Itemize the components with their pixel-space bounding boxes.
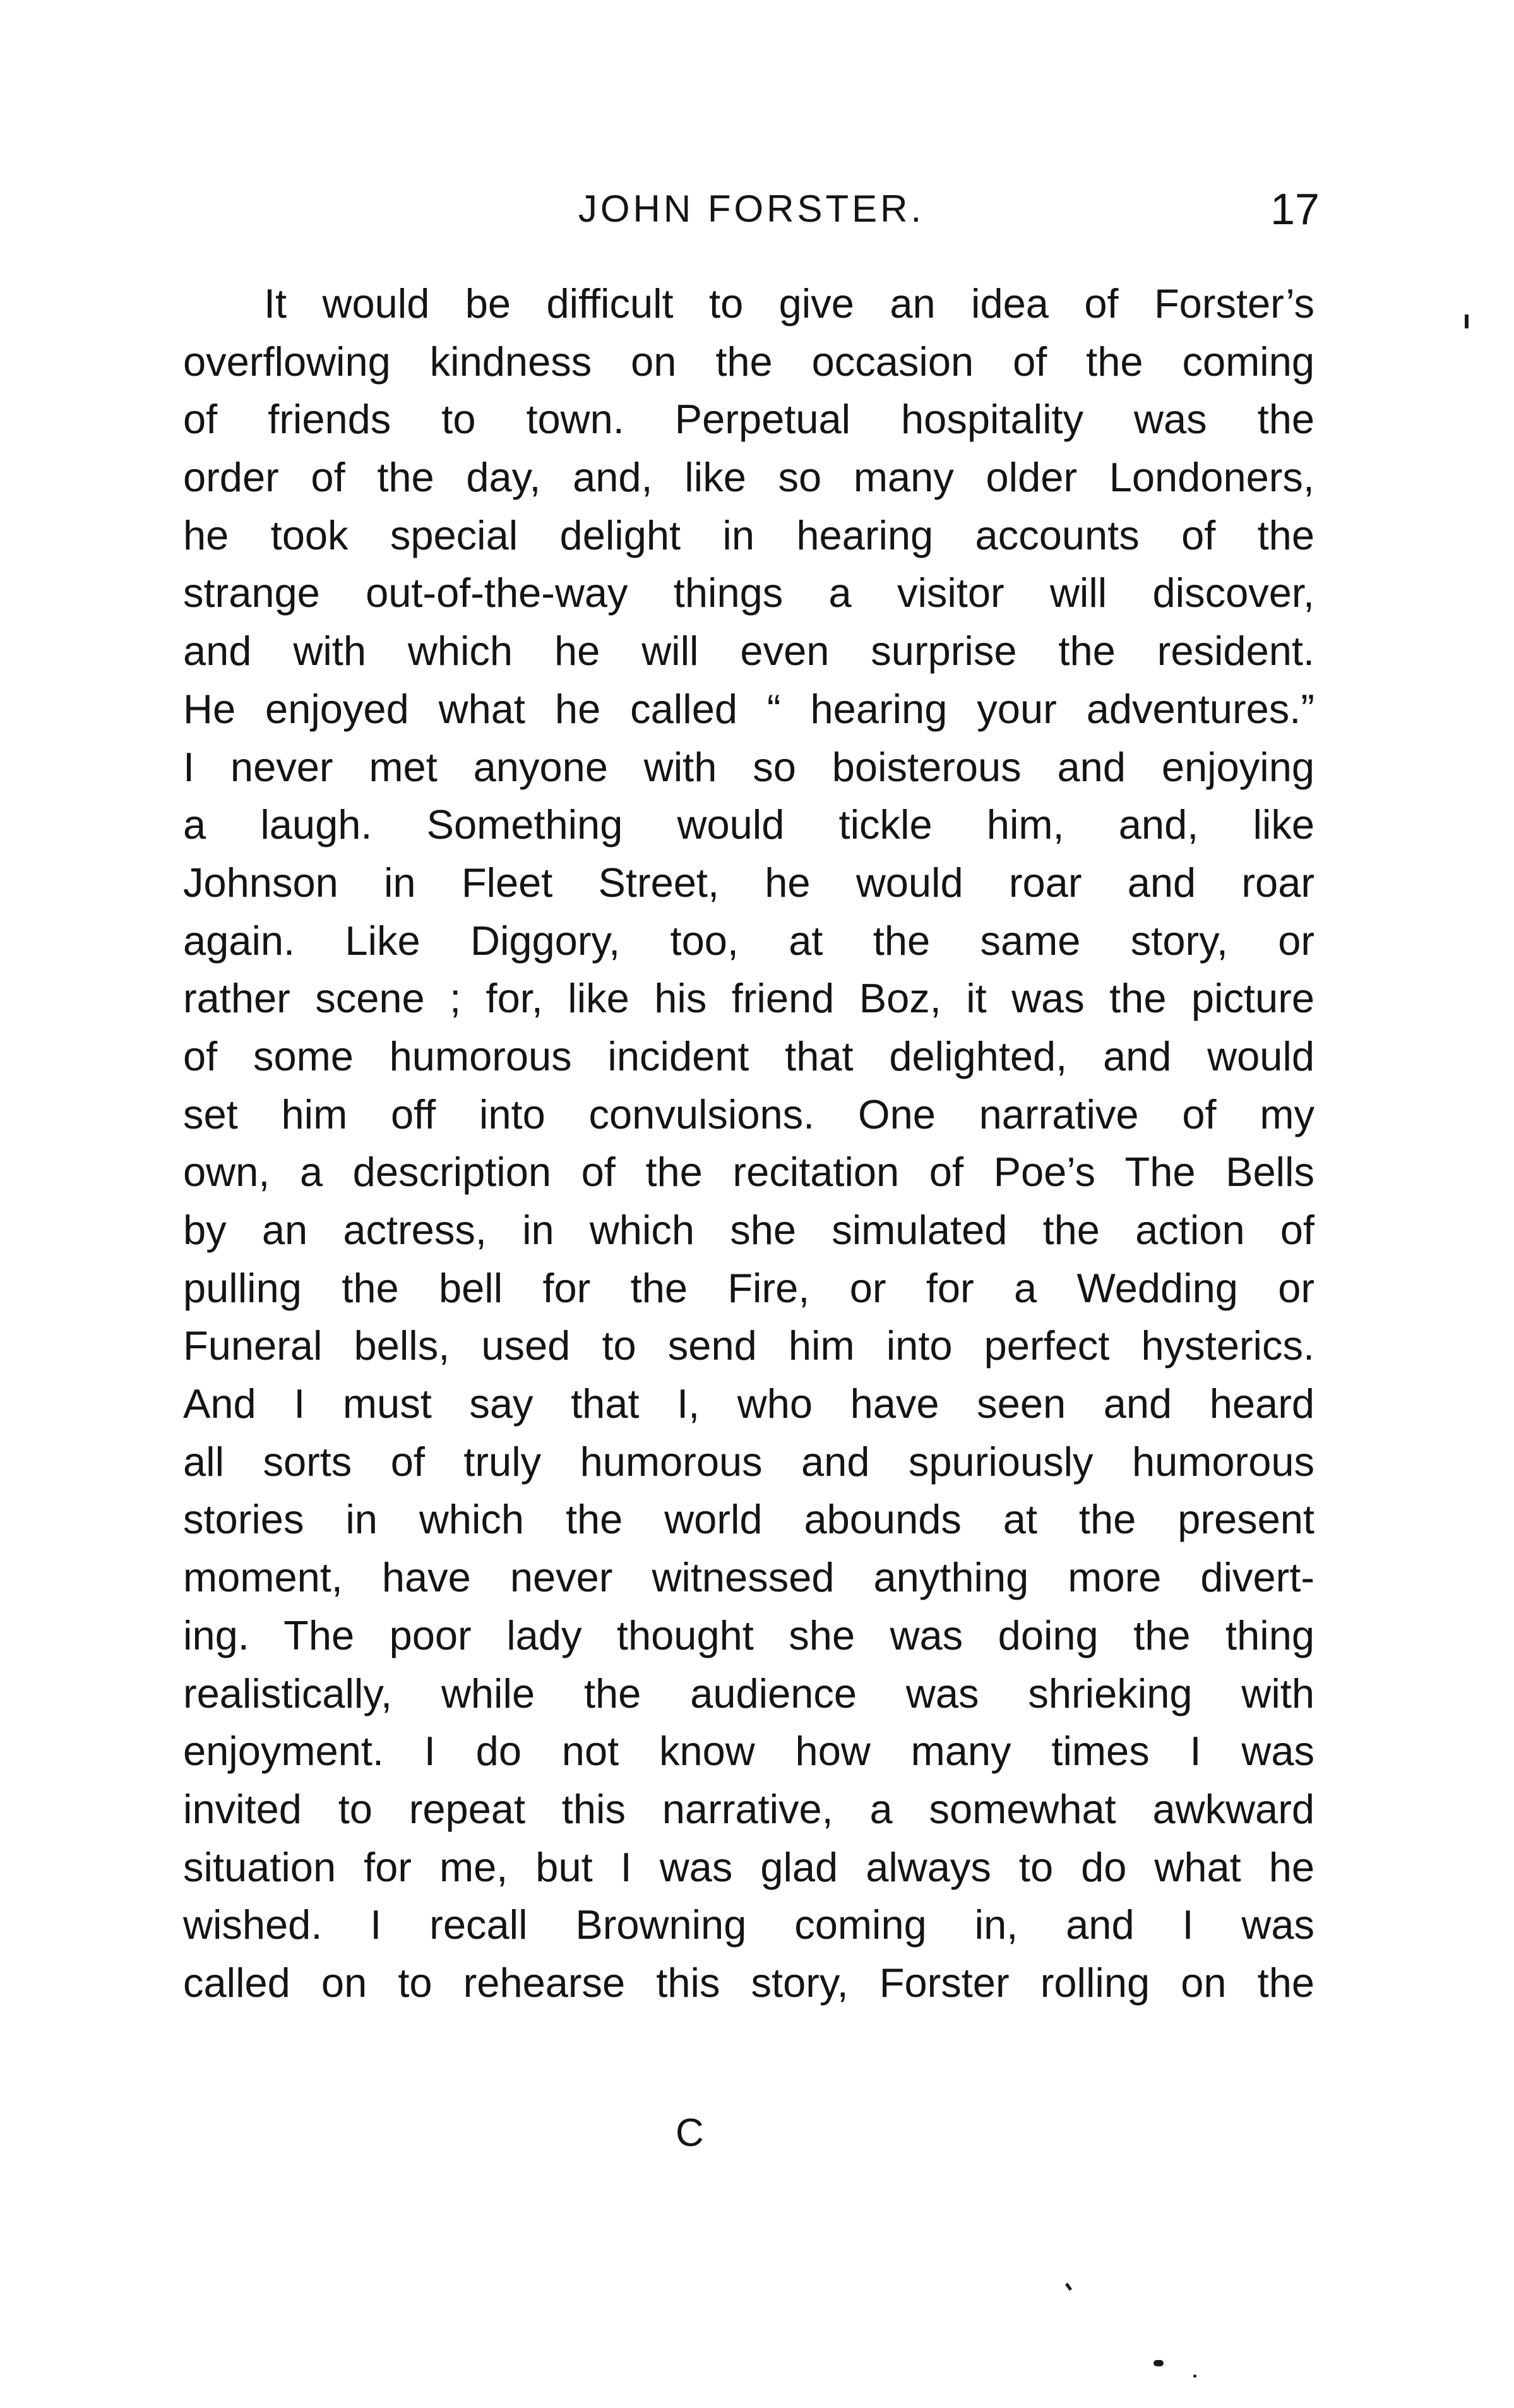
- text-line: enjoyment. I do not know how many times I was: [183, 1728, 1314, 1775]
- text-line: a laugh. Something would tickle him, and, like: [183, 801, 1314, 848]
- text-line: set him off into convulsions. One narrative of my: [183, 1091, 1314, 1137]
- text-line: situation for me, but I was glad always to do what he: [183, 1843, 1314, 1890]
- text-line: And I must say that I, who have seen and heard: [183, 1381, 1314, 1427]
- text-line: Johnson in Fleet Street, he would roar and roar: [183, 859, 1314, 906]
- body-text: [183, 275, 1314, 2012]
- text-line: I never met anyone with so boisterous and enjoying: [183, 743, 1314, 790]
- ink-speck: [1465, 314, 1469, 328]
- text-line: wished. I recall Browning coming in, and I was: [183, 1902, 1314, 1948]
- text-line: Funeral bells, used to send him into perfect hysterics.: [183, 1322, 1314, 1369]
- text-line: he took special delight in hearing accounts of the: [183, 512, 1314, 558]
- text-line: own, a description of the recitation of Poe’s The Bells: [183, 1149, 1314, 1195]
- text-line: of some humorous incident that delighted, and would: [183, 1033, 1314, 1079]
- text-line: of friends to town. Perpetual hospitality was the: [183, 396, 1314, 443]
- text-line: moment, have never witnessed anything more divert-: [183, 1554, 1314, 1601]
- text-line: pulling the bell for the Fire, or for a Wedding or: [183, 1264, 1314, 1311]
- text-line: strange out-of-the-way things a visitor will discover,: [183, 570, 1314, 616]
- text-line: It would be difficult to give an idea of Forster’s: [264, 280, 1314, 326]
- running-head: [183, 181, 1320, 237]
- page-number: 17: [1270, 184, 1320, 234]
- text-line: by an actress, in which she simulated the action of: [183, 1207, 1314, 1253]
- text-line: ing. The poor lady thought she was doing the thing: [183, 1612, 1314, 1658]
- text-line: and with which he will even surprise the resident.: [183, 628, 1314, 674]
- ink-speck: [1153, 2360, 1164, 2366]
- text-line: again. Like Diggory, too, at the same story, or: [183, 917, 1314, 964]
- text-line: all sorts of truly humorous and spuriously humorous: [183, 1438, 1314, 1485]
- text-line: stories in which the world abounds at the present: [183, 1496, 1314, 1543]
- ink-speck: [1065, 2283, 1072, 2291]
- text-line: rather scene ; for, like his friend Boz, it was the picture: [183, 975, 1314, 1022]
- ink-speck: [1193, 2375, 1196, 2378]
- running-title: JOHN FORSTER.: [578, 188, 925, 230]
- text-line: called on to rehearse this story, Forster rolling on the: [183, 1959, 1314, 2006]
- text-line: order of the day, and, like so many older Londoners,: [183, 454, 1314, 501]
- text-line: invited to repeat this narrative, a somewhat awkward: [183, 1785, 1314, 1832]
- text-line: realistically, while the audience was shrieking with: [183, 1670, 1314, 1716]
- signature-mark: C: [676, 2111, 704, 2155]
- text-line: overflowing kindness on the occasion of the coming: [183, 338, 1314, 385]
- text-line: He enjoyed what he called “ hearing your adventures.”: [183, 685, 1314, 732]
